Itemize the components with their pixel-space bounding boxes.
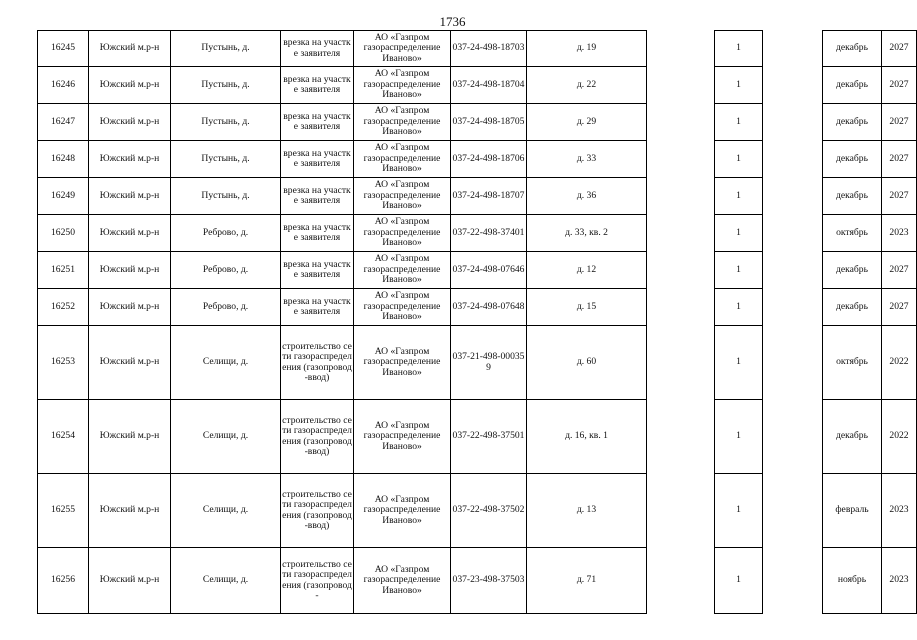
row-number-cell: 16246 [38, 67, 89, 104]
district-cell: Южский м.р-н [89, 326, 171, 400]
quantity-cell: 1 [715, 178, 763, 215]
row-number-cell: 16250 [38, 215, 89, 252]
month-cell: декабрь [823, 67, 882, 104]
month-cell: декабрь [823, 104, 882, 141]
quantity-cell: 1 [715, 31, 763, 67]
row-number-cell: 16249 [38, 178, 89, 215]
organization-cell: АО «Газпром газораспределение Иваново» [354, 400, 451, 474]
blank-cell [763, 474, 823, 548]
address-cell: д. 71 [527, 548, 647, 614]
district-cell: Южский м.р-н [89, 215, 171, 252]
month-cell: февраль [823, 474, 882, 548]
blank-cell [647, 104, 715, 141]
row-number-cell: 16252 [38, 289, 89, 326]
district-cell: Южский м.р-н [89, 104, 171, 141]
locality-cell: Пустынь, д. [171, 31, 281, 67]
address-cell: д. 29 [527, 104, 647, 141]
organization-cell: АО «Газпром газораспределение Иваново» [354, 474, 451, 548]
month-cell: декабрь [823, 400, 882, 474]
code-cell: 037-24-498-18707 [451, 178, 527, 215]
blank-cell [647, 400, 715, 474]
work-type-cell: врезка на участке заявителя [281, 67, 354, 104]
district-cell: Южский м.р-н [89, 141, 171, 178]
blank-cell [763, 289, 823, 326]
month-cell: декабрь [823, 289, 882, 326]
blank-cell [647, 252, 715, 289]
year-cell: 2027 [882, 67, 917, 104]
organization-cell: АО «Газпром газораспределение Иваново» [354, 104, 451, 141]
row-number-cell: 16254 [38, 400, 89, 474]
table-row [38, 326, 917, 400]
address-cell: д. 13 [527, 474, 647, 548]
organization-cell: АО «Газпром газораспределение Иваново» [354, 289, 451, 326]
code-cell: 037-24-498-07648 [451, 289, 527, 326]
year-cell: 2023 [882, 548, 917, 614]
table-body [38, 31, 917, 614]
work-type-cell: врезка на участке заявителя [281, 141, 354, 178]
locality-cell: Реброво, д. [171, 252, 281, 289]
address-cell: д. 16, кв. 1 [527, 400, 647, 474]
year-cell: 2027 [882, 289, 917, 326]
table-row [38, 67, 917, 104]
year-cell: 2027 [882, 104, 917, 141]
locality-cell: Пустынь, д. [171, 104, 281, 141]
blank-cell [763, 178, 823, 215]
code-cell: 037-22-498-37501 [451, 400, 527, 474]
address-cell: д. 22 [527, 67, 647, 104]
locality-cell: Пустынь, д. [171, 178, 281, 215]
locality-cell: Селищи, д. [171, 474, 281, 548]
work-type-cell: врезка на участке заявителя [281, 215, 354, 252]
work-type-cell: врезка на участке заявителя [281, 289, 354, 326]
organization-cell: АО «Газпром газораспределение Иваново» [354, 67, 451, 104]
month-cell: декабрь [823, 252, 882, 289]
quantity-cell: 1 [715, 474, 763, 548]
quantity-cell: 1 [715, 289, 763, 326]
blank-cell [647, 178, 715, 215]
address-cell: д. 33 [527, 141, 647, 178]
quantity-cell: 1 [715, 548, 763, 614]
blank-cell [647, 215, 715, 252]
organization-cell: АО «Газпром газораспределение Иваново» [354, 252, 451, 289]
code-cell: 037-23-498-37503 [451, 548, 527, 614]
code-cell: 037-24-498-18704 [451, 67, 527, 104]
locality-cell: Пустынь, д. [171, 141, 281, 178]
work-type-cell: строительство сети газораспределения (газопровод-ввод) [281, 326, 354, 400]
table-row [38, 141, 917, 178]
address-cell: д. 12 [527, 252, 647, 289]
year-cell: 2023 [882, 215, 917, 252]
locality-cell: Реброво, д. [171, 215, 281, 252]
work-type-cell: строительство сети газораспределения (газопровод- [281, 548, 354, 614]
year-cell: 2027 [882, 252, 917, 289]
quantity-cell: 1 [715, 141, 763, 178]
code-cell: 037-24-498-18706 [451, 141, 527, 178]
year-cell: 2022 [882, 326, 917, 400]
locality-cell: Пустынь, д. [171, 67, 281, 104]
code-cell: 037-21-498-000359 [451, 326, 527, 400]
locality-cell: Реброво, д. [171, 289, 281, 326]
work-type-cell: строительство сети газораспределения (газопровод-ввод) [281, 474, 354, 548]
blank-cell [647, 289, 715, 326]
blank-cell [763, 326, 823, 400]
code-cell: 037-24-498-18703 [451, 31, 527, 67]
table-row [38, 548, 917, 614]
district-cell: Южский м.р-н [89, 67, 171, 104]
year-cell: 2022 [882, 400, 917, 474]
code-cell: 037-22-498-37401 [451, 215, 527, 252]
blank-cell [763, 400, 823, 474]
blank-cell [763, 548, 823, 614]
quantity-cell: 1 [715, 400, 763, 474]
table-row [38, 400, 917, 474]
month-cell: декабрь [823, 178, 882, 215]
table-row [38, 215, 917, 252]
work-type-cell: врезка на участке заявителя [281, 104, 354, 141]
year-cell: 2027 [882, 31, 917, 67]
district-cell: Южский м.р-н [89, 400, 171, 474]
district-cell: Южский м.р-н [89, 31, 171, 67]
code-cell: 037-22-498-37502 [451, 474, 527, 548]
work-type-cell: строительство сети газораспределения (газопровод-ввод) [281, 400, 354, 474]
locality-cell: Селищи, д. [171, 548, 281, 614]
month-cell: ноябрь [823, 548, 882, 614]
work-type-cell: врезка на участке заявителя [281, 178, 354, 215]
code-cell: 037-24-498-07646 [451, 252, 527, 289]
blank-cell [763, 104, 823, 141]
month-cell: декабрь [823, 141, 882, 178]
year-cell: 2023 [882, 474, 917, 548]
blank-cell [647, 326, 715, 400]
quantity-cell: 1 [715, 67, 763, 104]
page-number: 1736 [439, 14, 466, 29]
blank-cell [763, 31, 823, 67]
district-cell: Южский м.р-н [89, 289, 171, 326]
address-cell: д. 60 [527, 326, 647, 400]
row-number-cell: 16251 [38, 252, 89, 289]
district-cell: Южский м.р-н [89, 252, 171, 289]
table-row [38, 474, 917, 548]
organization-cell: АО «Газпром газораспределение Иваново» [354, 31, 451, 67]
work-type-cell: врезка на участке заявителя [281, 252, 354, 289]
address-cell: д. 36 [527, 178, 647, 215]
row-number-cell: 16247 [38, 104, 89, 141]
address-cell: д. 19 [527, 31, 647, 67]
organization-cell: АО «Газпром газораспределение Иваново» [354, 178, 451, 215]
quantity-cell: 1 [715, 252, 763, 289]
row-number-cell: 16245 [38, 31, 89, 67]
month-cell: декабрь [823, 31, 882, 67]
quantity-cell: 1 [715, 326, 763, 400]
year-cell: 2027 [882, 178, 917, 215]
organization-cell: АО «Газпром газораспределение Иваново» [354, 326, 451, 400]
blank-cell [763, 141, 823, 178]
blank-cell [647, 474, 715, 548]
table-row [38, 252, 917, 289]
row-number-cell: 16248 [38, 141, 89, 178]
year-cell: 2027 [882, 141, 917, 178]
locality-cell: Селищи, д. [171, 400, 281, 474]
blank-cell [647, 548, 715, 614]
address-cell: д. 33, кв. 2 [527, 215, 647, 252]
blank-cell [647, 31, 715, 67]
table-row [38, 178, 917, 215]
blank-cell [763, 67, 823, 104]
code-cell: 037-24-498-18705 [451, 104, 527, 141]
register-table [37, 30, 917, 614]
organization-cell: АО «Газпром газораспределение Иваново» [354, 215, 451, 252]
month-cell: октябрь [823, 326, 882, 400]
address-cell: д. 15 [527, 289, 647, 326]
blank-cell [763, 252, 823, 289]
month-cell: октябрь [823, 215, 882, 252]
blank-cell [647, 141, 715, 178]
district-cell: Южский м.р-н [89, 178, 171, 215]
row-number-cell: 16253 [38, 326, 89, 400]
table-row [38, 289, 917, 326]
row-number-cell: 16255 [38, 474, 89, 548]
quantity-cell: 1 [715, 215, 763, 252]
organization-cell: АО «Газпром газораспределение Иваново» [354, 548, 451, 614]
table-row [38, 104, 917, 141]
organization-cell: АО «Газпром газораспределение Иваново» [354, 141, 451, 178]
quantity-cell: 1 [715, 104, 763, 141]
district-cell: Южский м.р-н [89, 548, 171, 614]
table-row [38, 31, 917, 67]
row-number-cell: 16256 [38, 548, 89, 614]
work-type-cell: врезка на участке заявителя [281, 31, 354, 67]
blank-cell [763, 215, 823, 252]
blank-cell [647, 67, 715, 104]
locality-cell: Селищи, д. [171, 326, 281, 400]
district-cell: Южский м.р-н [89, 474, 171, 548]
